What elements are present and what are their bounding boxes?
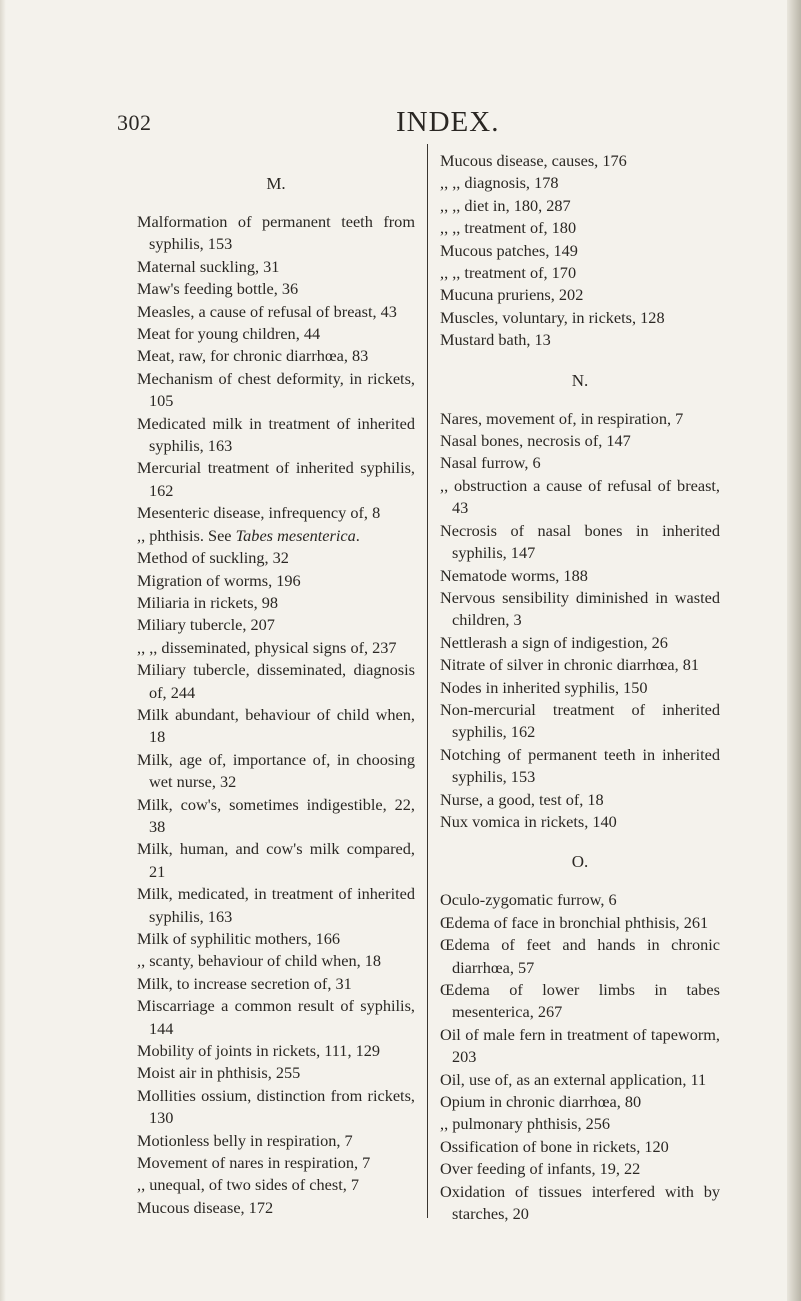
index-entry: ,, ,, treatment of, 180 (440, 218, 577, 238)
index-entry: Meat for young children, 44 (137, 324, 321, 344)
index-entry: ,, scanty, behaviour of child when, 18 (137, 951, 382, 971)
index-entry: Opium in chronic diarrhœa, 80 (440, 1092, 642, 1112)
index-entry: Milk of syphilitic mothers, 166 (137, 929, 341, 948)
index-entry: Maternal suckling, 31 (137, 256, 280, 276)
index-entry: Oculo-zygomatic furrow, 6 (440, 890, 617, 910)
index-entry: Miliaria in rickets, 98 (137, 592, 279, 612)
index-entry: ,, pulmonary phthisis, 256 (440, 1114, 611, 1134)
entry-list-m (137, 211, 415, 1219)
index-entry: Non-mercurial treatment of inherited syphilis, 162 (440, 699, 720, 742)
page-header (0, 106, 801, 146)
index-entry: Œdema of feet and hands in chronic diarrhœa, 57 (440, 935, 720, 977)
index-entry: Mucous patches, 149 (440, 240, 578, 260)
index-entry: Nervous sensibility diminished in wasted children, 3 (440, 587, 720, 630)
index-entry: Nasal furrow, 6 (440, 453, 541, 473)
page-right-edge (787, 0, 801, 1301)
index-entry: ,, unequal, of two sides of chest, 7 (137, 1175, 360, 1195)
index-entry: Measles, a cause of refusal of breast, 43 (137, 301, 397, 321)
index-entry: Medicated milk in treatment of inherited syphilis, 163 (137, 413, 415, 456)
index-entry: Nares, movement of, in respiration, 7 (440, 408, 684, 428)
index-entry: Mollities ossium, distinction from rickets, 130 (137, 1085, 415, 1128)
running-title: INDEX. (396, 106, 500, 138)
entry-list-m-continued (440, 150, 720, 352)
entry-list-n (440, 408, 720, 834)
section-letter-m: M. (266, 174, 286, 193)
index-entry: Oxidation of tissues interfered with by starches, 20 (440, 1181, 720, 1224)
index-entry: Over feeding of infants, 19, 22 (440, 1159, 641, 1179)
index-entry: Nasal bones, necrosis of, 147 (440, 431, 631, 451)
index-entry: Mucuna pruriens, 202 (440, 285, 584, 305)
index-entry: Necrosis of nasal bones in inherited syphilis, 147 (440, 520, 720, 563)
index-entry: Mustard bath, 13 (440, 330, 551, 350)
section-letter-n: N. (571, 370, 589, 390)
index-entry: Moist air in phthisis, 255 (137, 1063, 301, 1083)
index-entry: ,, ,, disseminated, physical signs of, 237 (137, 637, 397, 657)
index-entry: Movement of nares in respiration, 7 (137, 1153, 371, 1173)
index-entry: Nodes in inherited syphilis, 150 (440, 677, 648, 697)
index-entry: Nettlerash a sign of indigestion, 26 (440, 632, 668, 652)
index-entry: Method of suckling, 32 (137, 548, 289, 568)
index-entry: Mucous disease, causes, 176 (440, 151, 627, 170)
index-entry: ,, ,, treatment of, 170 (440, 263, 577, 283)
page-left-edge (0, 0, 6, 1301)
entry-list-o (440, 889, 720, 1225)
index-entry: Mucous disease, 172 (137, 1197, 274, 1217)
index-entry: Ossification of bone in rickets, 120 (440, 1136, 669, 1156)
column-divider (427, 144, 428, 1218)
index-entry: Œdema of lower limbs in tabes mesenterica, 267 (440, 980, 720, 1022)
index-entry: Migration of worms, 196 (137, 570, 301, 590)
index-entry: Nitrate of silver in chronic diarrhœa, 81 (440, 655, 700, 675)
index-entry: ,, ,, diagnosis, 178 (440, 173, 559, 193)
index-entry: Mobility of joints in rickets, 111, 129 (137, 1041, 381, 1061)
index-entry: Oil, use of, as an external application, 11 (440, 1069, 707, 1089)
index-entry: Meat, raw, for chronic diarrhœa, 83 (137, 346, 369, 366)
index-entry: Œdema of face in bronchial phthisis, 261 (440, 912, 709, 932)
index-entry: Maw's feeding bottle, 36 (137, 279, 299, 299)
index-entry: Muscles, voluntary, in rickets, 128 (440, 307, 665, 327)
index-entry: Motionless belly in respiration, 7 (137, 1130, 353, 1150)
index-entry: Nux vomica in rickets, 140 (440, 811, 617, 831)
index-entry: Milk, to increase secretion of, 31 (137, 973, 352, 993)
index-entry: Oil of male fern in treatment of tapeworm, 203 (440, 1024, 720, 1067)
index-entry: Milk, medicated, in treatment of inherited syphilis, 163 (137, 884, 415, 926)
index-entry: Mechanism of chest deformity, in rickets, 105 (137, 368, 415, 411)
index-entry: Milk, age of, importance of, in choosing wet nurse, 32 (137, 749, 415, 792)
index-entry: Nematode worms, 188 (440, 565, 588, 585)
page-number: 302 (117, 110, 152, 135)
index-entry: Milk abundant, behaviour of child when, 18 (137, 704, 415, 747)
index-entry: Miliary tubercle, disseminated, diagnosis of, 244 (137, 660, 415, 702)
index-entry: Milk, human, and cow's milk compared, 21 (137, 839, 415, 881)
index-entry: ,, ,, diet in, 180, 287 (440, 195, 571, 215)
index-entry: Mercurial treatment of inherited syphilis, 162 (137, 458, 415, 500)
index-entry: Miscarriage a common result of syphilis, 144 (137, 996, 415, 1038)
index-entry: ,, obstruction a cause of refusal of breast, 43 (440, 475, 720, 518)
left-column (137, 150, 415, 1219)
right-column (440, 150, 720, 1225)
index-entry: Nurse, a good, test of, 18 (440, 789, 604, 809)
index-entry: ,, phthisis. See Tabes mesenterica. (137, 525, 360, 545)
section-letter-o: O. (571, 852, 589, 872)
index-entry: Milk, cow's, sometimes indigestible, 22, 38 (137, 794, 415, 836)
index-entry: Notching of permanent teeth in inherited syphilis, 153 (440, 744, 720, 787)
index-entry: Malformation of permanent teeth from syphilis, 153 (137, 212, 415, 254)
index-entry: Mesenteric disease, infrequency of, 8 (137, 503, 381, 523)
index-entry: Miliary tubercle, 207 (137, 615, 275, 635)
